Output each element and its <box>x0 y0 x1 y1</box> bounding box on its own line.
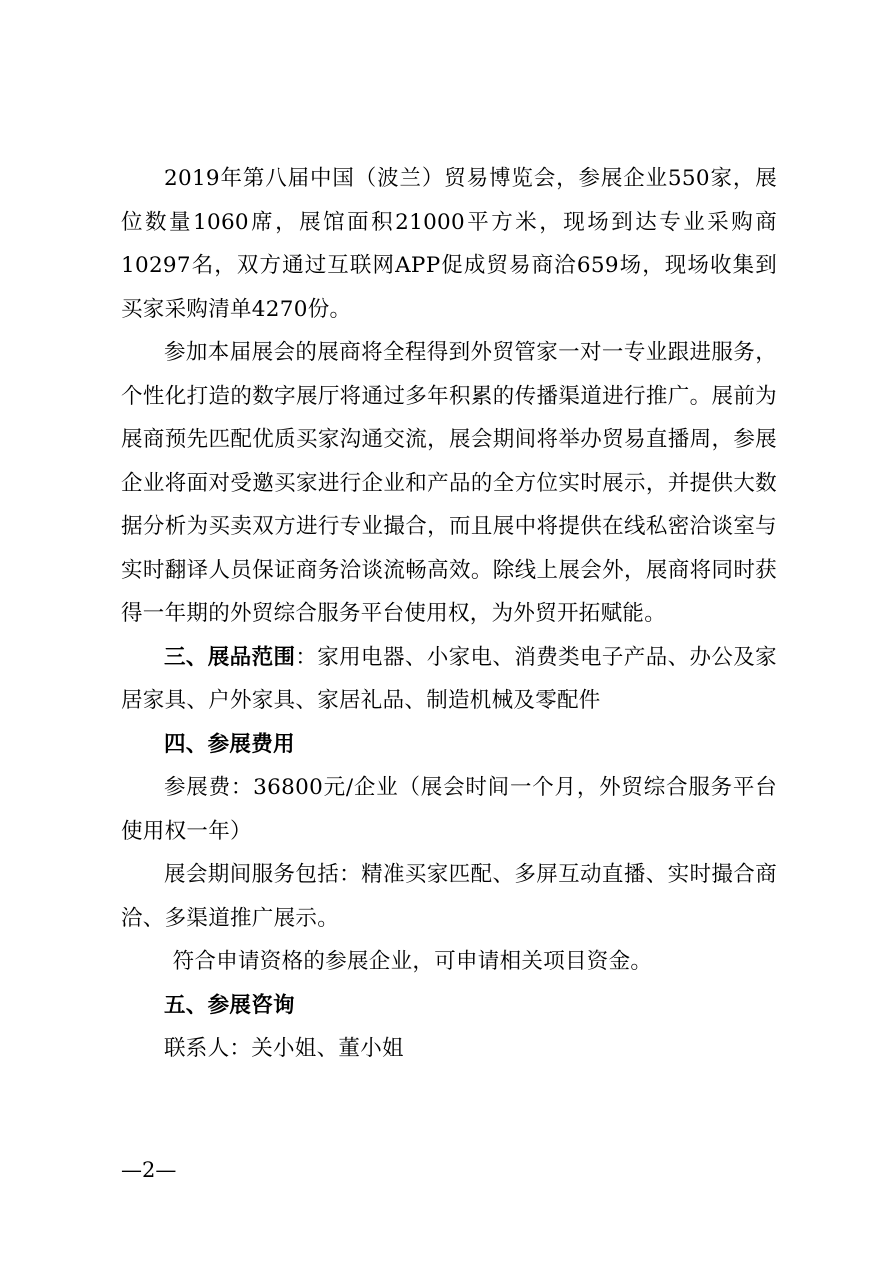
fee-paragraph: 参展费：36800元/企业（展会时间一个月，外贸综合服务平台使用权一年） <box>121 775 777 844</box>
exhibition-stats-paragraph: 2019年第八届中国（波兰）贸易博览会，参展企业550家，展位数量1060席，展馆面积21000平方米，现场到达专业采购商10297名，双方通过互联网APP促成贸易商洽659场，现场收集到买家采购清单4270份。 <box>121 166 777 322</box>
document-body <box>121 157 777 1071</box>
exhibit-scope-paragraph <box>121 636 777 723</box>
contact-paragraph: 联系人：关小姐、董小姐 <box>164 1036 404 1061</box>
exhibitor-service-paragraph: 参加本届展会的展商将全程得到外贸管家一对一专业跟进服务，个性化打造的数字展厅将通过多年积累的传播渠道进行推广。展前为展商预先匹配优质买家沟通交流，展会期间将举办贸易直播周，参展企业将面对受邀买家进行企业和产品的全方位实时展示，并提供大数据分析为买卖双方进行专业撮合，而且展中将提供在线私密洽谈室与实时翻译人员保证商务洽谈流畅高效。除线上展会外，展商将同时获得一年期的外贸综合服务平台使用权，为外贸开拓赋能。 <box>121 340 777 626</box>
fee-heading: 四、参展费用 <box>164 731 295 757</box>
exhibit-scope-text: ：家用电器、小家电、消费类电子产品、办公及家居家具、户外家具、家居礼品、制造机械及零配件 <box>121 644 777 713</box>
exhibit-scope-heading: 三、展品范围 <box>164 644 296 670</box>
funding-paragraph: 符合申请资格的参展企业，可申请相关项目资金。 <box>172 949 653 974</box>
consultation-heading: 五、参展咨询 <box>164 992 295 1018</box>
page-number: —2— <box>121 1158 177 1182</box>
services-paragraph: 展会期间服务包括：精准买家匹配、多屏互动直播、实时撮合商洽、多渠道推广展示。 <box>121 862 777 931</box>
